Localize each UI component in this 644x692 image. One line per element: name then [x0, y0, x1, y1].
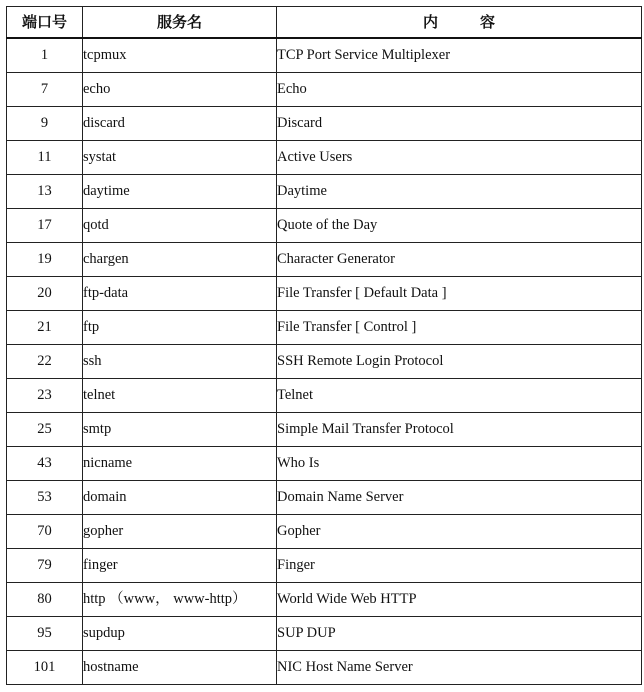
service-cell: ftp-data [83, 277, 277, 311]
port-cell: 22 [7, 345, 83, 379]
content-cell: SUP DUP [277, 617, 642, 651]
content-cell: Gopher [277, 515, 642, 549]
table-header-row [7, 7, 642, 39]
port-cell: 101 [7, 651, 83, 685]
table-row [7, 651, 642, 685]
port-cell: 95 [7, 617, 83, 651]
port-cell: 13 [7, 175, 83, 209]
content-cell: TCP Port Service Multiplexer [277, 38, 642, 73]
port-cell: 23 [7, 379, 83, 413]
service-cell: systat [83, 141, 277, 175]
service-cell: ssh [83, 345, 277, 379]
table-row [7, 549, 642, 583]
port-cell: 79 [7, 549, 83, 583]
table-row [7, 38, 642, 73]
header-content-char-1: 内 [422, 12, 438, 31]
port-table-page [6, 6, 642, 688]
port-cell: 53 [7, 481, 83, 515]
service-cell: gopher [83, 515, 277, 549]
content-cell: NIC Host Name Server [277, 651, 642, 685]
content-cell: World Wide Web HTTP [277, 583, 642, 617]
service-cell: chargen [83, 243, 277, 277]
service-cell: smtp [83, 413, 277, 447]
port-cell: 70 [7, 515, 83, 549]
service-cell: nicname [83, 447, 277, 481]
port-cell: 80 [7, 583, 83, 617]
port-cell: 7 [7, 73, 83, 107]
table-row [7, 515, 642, 549]
table-row [7, 311, 642, 345]
header-content [277, 7, 642, 39]
content-cell: File Transfer [ Control ] [277, 311, 642, 345]
content-cell: Daytime [277, 175, 642, 209]
content-cell: Character Generator [277, 243, 642, 277]
service-cell: daytime [83, 175, 277, 209]
content-cell: Finger [277, 549, 642, 583]
table-row [7, 209, 642, 243]
table-row [7, 141, 642, 175]
port-cell: 17 [7, 209, 83, 243]
table-row [7, 345, 642, 379]
service-cell: hostname [83, 651, 277, 685]
service-cell: domain [83, 481, 277, 515]
service-cell: tcpmux [83, 38, 277, 73]
table-row [7, 447, 642, 481]
port-cell: 20 [7, 277, 83, 311]
table-row [7, 617, 642, 651]
content-cell: Echo [277, 73, 642, 107]
content-cell: SSH Remote Login Protocol [277, 345, 642, 379]
service-cell: http （www， www-http） [83, 583, 277, 617]
content-cell: Quote of the Day [277, 209, 642, 243]
table-row [7, 413, 642, 447]
table-row [7, 277, 642, 311]
port-cell: 1 [7, 38, 83, 73]
service-cell: discard [83, 107, 277, 141]
content-cell: File Transfer [ Default Data ] [277, 277, 642, 311]
port-cell: 9 [7, 107, 83, 141]
service-cell: echo [83, 73, 277, 107]
port-cell: 21 [7, 311, 83, 345]
header-service-name: 服务名 [83, 7, 277, 39]
content-cell: Simple Mail Transfer Protocol [277, 413, 642, 447]
header-content-char-2: 容 [480, 12, 496, 31]
port-cell: 11 [7, 141, 83, 175]
port-cell: 43 [7, 447, 83, 481]
content-cell: Domain Name Server [277, 481, 642, 515]
service-cell: telnet [83, 379, 277, 413]
content-cell: Active Users [277, 141, 642, 175]
table-row [7, 73, 642, 107]
port-cell: 19 [7, 243, 83, 277]
table-row [7, 583, 642, 617]
content-cell: Discard [277, 107, 642, 141]
service-cell: supdup [83, 617, 277, 651]
header-port-number: 端口号 [7, 7, 83, 39]
content-cell: Who Is [277, 447, 642, 481]
service-cell: qotd [83, 209, 277, 243]
table-row [7, 243, 642, 277]
table-row [7, 481, 642, 515]
table-row [7, 379, 642, 413]
port-cell: 25 [7, 413, 83, 447]
content-cell: Telnet [277, 379, 642, 413]
table-row [7, 175, 642, 209]
port-service-table [6, 6, 642, 685]
table-row [7, 107, 642, 141]
service-cell: ftp [83, 311, 277, 345]
service-cell: finger [83, 549, 277, 583]
